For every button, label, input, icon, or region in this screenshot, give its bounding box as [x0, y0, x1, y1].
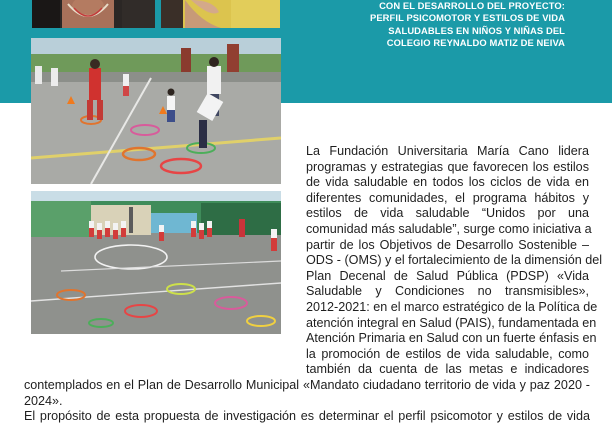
text-line: 2012-2021: en el marco estratégico de la Política de	[306, 299, 598, 314]
text-line: 2024».	[24, 393, 63, 408]
text-line: atención integral en Salud (PAIS), fundamentada en	[306, 315, 597, 330]
photo-children-courtyard	[31, 191, 281, 334]
title-line: PERFIL PSICOMOTOR Y ESTILOS DE VIDA	[369, 12, 565, 24]
intro-paragraph-continued	[24, 378, 590, 409]
text-line: El propósito de esta propuesta de investigación es determinar el perfil psicomotor y estilos de vida	[24, 409, 590, 423]
text-line: también da cuenta de las metas e indicadores	[306, 362, 589, 377]
purpose-paragraph	[24, 409, 590, 425]
text-line: partir de los Objetivos de Desarrollo Sostenible –	[306, 237, 589, 252]
text-line: contemplados en el Plan de Desarrollo Municipal «Mandato ciudadano territorio de vida y paz 2020 -	[24, 378, 590, 392]
text-line: ODS - (OMS) y el fortalecimiento de la dimensión del	[306, 253, 603, 268]
intro-paragraph	[306, 144, 603, 377]
text-line: programas y estrategias que favorecen los estilos	[306, 159, 589, 174]
photo-teacher-necklace	[32, 0, 155, 28]
title-line: SALUDABLES EN NIÑOS Y NIÑAS DEL	[388, 24, 565, 36]
text-line: diferentes comunidades, el programa hábitos y	[306, 190, 589, 205]
text-line: Atención Primaria en Salud con un fuerte énfasis en	[306, 331, 597, 346]
text-line: estilos de vida saludable “Unidos por una	[306, 206, 589, 221]
text-line: Saludable y Condiciones no transmisibles»,	[306, 284, 589, 299]
photo-children-hoops	[31, 38, 281, 184]
title-line: CON EL DESARROLLO DEL PROYECTO:	[379, 0, 565, 11]
project-title	[300, 0, 565, 49]
text-line: la promoción de estilos de vida saludable, como	[306, 346, 589, 361]
photo-teacher-yellow	[161, 0, 280, 28]
text-line: La Fundación Universitaria María Cano lidera	[306, 144, 589, 158]
text-line: de vida saludable en todos los ciclos de vida en	[306, 175, 589, 190]
text-line: comunidad más saludable”, surge como iniciativa a	[306, 221, 592, 236]
title-line: COLEGIO REYNALDO MATIZ DE NEIVA	[386, 36, 565, 48]
text-line: Plan Decenal de Salud Pública (PDSP) «Vida	[306, 268, 589, 283]
